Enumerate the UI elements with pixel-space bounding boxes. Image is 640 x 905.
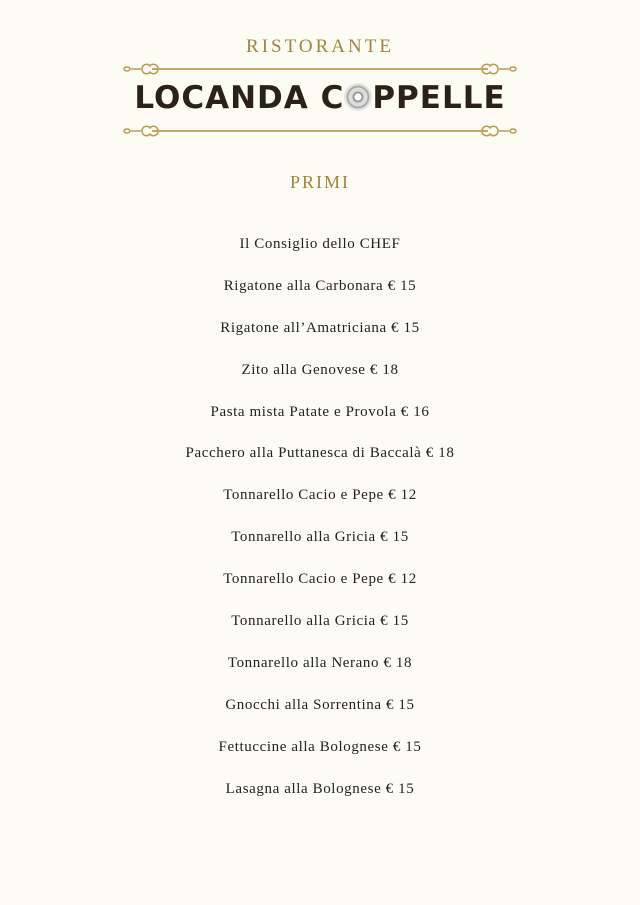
ornament-left-icon xyxy=(122,62,162,76)
ornamental-divider-bottom xyxy=(122,124,518,138)
ornament-left-icon xyxy=(122,124,162,138)
ornament-right-icon xyxy=(478,62,518,76)
menu-item: Fettuccine alla Bolognese € 15 xyxy=(218,738,422,755)
menu-item: Pasta mista Patate e Provola € 16 xyxy=(210,403,430,420)
menu-list xyxy=(0,236,640,822)
menu-item: Rigatone alla Carbonara € 15 xyxy=(223,277,417,294)
menu-item: Lasagna alla Bolognese € 15 xyxy=(225,780,415,797)
ornamental-divider-top xyxy=(122,62,518,76)
restaurant-subtitle: RISTORANTE xyxy=(246,36,394,57)
section-title: PRIMI xyxy=(289,172,350,192)
logo-text-part1: LOCANDA C xyxy=(134,80,345,116)
menu-item: Tonnarello Cacio e Pepe € 12 xyxy=(223,487,417,504)
menu-item: Il Consiglio dello CHEF xyxy=(239,236,401,252)
menu-item: Gnocchi alla Sorrentina € 15 xyxy=(225,696,415,713)
menu-item: Pacchero alla Puttanesca di Baccalà € 18 xyxy=(185,445,455,462)
menu-item: Tonnarello alla Nerano € 18 xyxy=(227,654,413,671)
logo-o-disc-icon xyxy=(344,83,372,111)
menu-item: Zito alla Genovese € 18 xyxy=(241,361,399,378)
menu-item: Tonnarello Cacio e Pepe € 12 xyxy=(223,571,417,588)
menu-item: Rigatone all’Amatriciana € 15 xyxy=(220,319,420,336)
ornament-right-icon xyxy=(478,124,518,138)
menu-item: Tonnarello alla Gricia € 15 xyxy=(231,529,409,546)
restaurant-logo xyxy=(0,80,640,116)
menu-item: Tonnarello alla Gricia € 15 xyxy=(231,613,409,630)
logo-text-part2: PPELLE xyxy=(372,80,506,116)
